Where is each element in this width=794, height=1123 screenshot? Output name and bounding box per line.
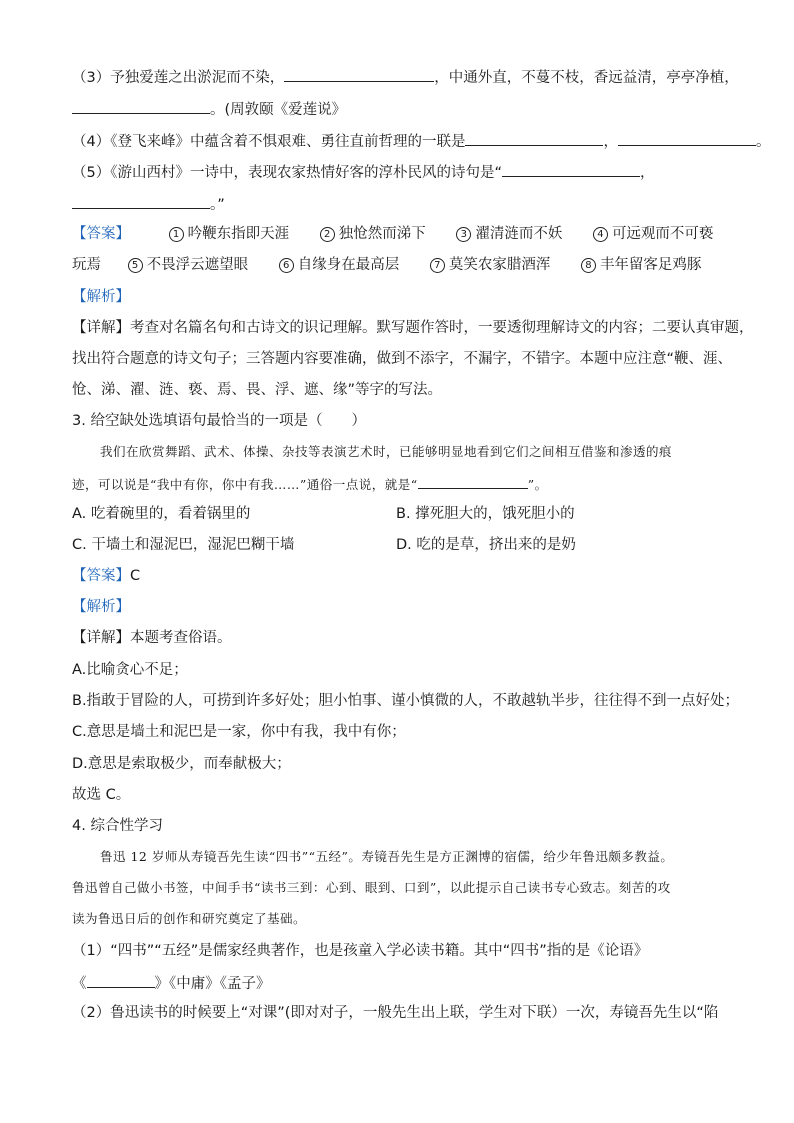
q2-item5-text-b: ，	[640, 165, 655, 181]
q4-sub1-text-b: 》《中庸》《孟子》	[154, 976, 271, 992]
q2-item3-text-a: （3）予独爱莲之出淤泥而不染，	[72, 70, 285, 86]
q2-answer-item	[593, 224, 714, 244]
q4-sub1-line2	[72, 972, 271, 994]
q4-sub1-blank[interactable]	[87, 972, 155, 988]
q2-item5-text-c: 。”	[210, 197, 225, 213]
q2-item5-line1	[72, 161, 655, 183]
q4-sub1-line1: （1）“四书”“五经”是儒家经典著作，也是孩童入学必读书籍。其中“四书”指的是《论语》	[72, 943, 649, 959]
q3-option-a[interactable]: A. 吃着碗里的，看着锅里的	[72, 506, 251, 522]
q2-item3-text-c: 。(周敦颐《爱莲说》	[210, 102, 347, 118]
q2-answer-text: 自缘身在最高层	[297, 257, 400, 273]
q2-item4-text-b: ，	[603, 134, 618, 150]
q2-answer-number: 2	[320, 227, 335, 242]
q3-detail: 【详解】本题考查俗语。	[72, 630, 232, 646]
q3-answer-line	[72, 566, 140, 586]
q3-analysis-tag: 【解析】	[72, 599, 130, 615]
q2-detail-line1: 【详解】考查对名篇名句和古诗文的识记理解。默写题作答时，一要透彻理解诗文的内容；二要认真审题，	[72, 320, 754, 336]
q3-passage-text-a: 迹，可以说是“我中有你，你中有我……”通俗一点说，就是“	[72, 477, 418, 492]
q2-item4-blank2[interactable]	[618, 130, 756, 146]
q3-option-b[interactable]: B. 撑死胆大的，饿死胆小的	[396, 506, 575, 522]
q2-item4-line	[72, 130, 770, 152]
q2-item5-line2	[72, 193, 225, 215]
q2-answer-item	[169, 224, 290, 244]
q2-answer-number: 6	[279, 258, 294, 273]
q2-answer-wrap: 玩焉	[72, 257, 101, 273]
q3-answer-tag: 【答案】	[72, 568, 130, 584]
q2-answer-text: 独怆然而涕下	[338, 226, 426, 242]
q3-option-c[interactable]: C. 干墙土和湿泥巴，湿泥巴糊干墙	[72, 537, 295, 553]
q2-item4-text-c: 。	[755, 134, 771, 150]
q3-passage-text-b: ”。	[527, 477, 548, 492]
q3-stem: 3. 给空缺处选填语句最恰当的一项是（ ）	[72, 413, 366, 429]
q2-item4-text-a: （4）《登飞来峰》中蕴含着不惧艰难、勇往直前哲理的一联是	[72, 134, 466, 150]
q2-detail-line3: 怆、涕、濯、涟、亵、焉、畏、浮、遮、缘”等字的写法。	[72, 382, 443, 398]
q2-item3-line2	[72, 98, 346, 120]
q2-answer-item	[581, 255, 702, 275]
q2-item5-text-a: （5）《游山西村》一诗中，表现农家热情好客的淳朴民风的诗句是“	[72, 165, 502, 181]
q3-explain-c: C.意思是墙土和泥巴是一家，你中有我，我中有你；	[72, 724, 406, 740]
q2-analysis-tag: 【解析】	[72, 289, 130, 305]
q2-answer-item	[320, 224, 426, 244]
q3-answer-value: C	[130, 568, 141, 584]
q2-answer-text: 丰年留客足鸡豚	[599, 257, 702, 273]
q3-passage-blank[interactable]	[418, 473, 528, 489]
q2-answer-item	[456, 224, 562, 244]
q2-item3-line1	[72, 66, 739, 88]
q3-explain-b: B.指敢于冒险的人，可捞到许多好处；胆小怕事、谨小慎微的人，不敢越轨半步，往往得不到一点好处；	[72, 693, 740, 709]
q2-answer-number: 4	[593, 227, 608, 242]
q4-stem: 4. 综合性学习	[72, 818, 163, 834]
q2-answer-line2	[72, 255, 701, 275]
q3-explain-d: D.意思是索取极少，而奉献极大；	[72, 756, 291, 772]
q2-answer-item	[430, 255, 551, 275]
q2-item3-text-b: ，中通外直，不蔓不枝，香远益清，亭亭净植，	[434, 70, 739, 86]
q2-item3-blank2[interactable]	[72, 98, 210, 114]
q2-answer-item	[128, 255, 249, 275]
q2-answer-tag: 【答案】	[72, 226, 130, 242]
q2-item4-blank1[interactable]	[465, 130, 603, 146]
q3-explain-a: A.比喻贪心不足；	[72, 662, 188, 678]
q2-answer-number: 1	[169, 227, 184, 242]
q2-answer-text: 可远观而不可亵	[611, 226, 714, 242]
q2-answer-line1	[72, 224, 713, 244]
q2-answer-text: 莫笑农家腊酒浑	[448, 257, 551, 273]
q3-passage-line1: 我们在欣赏舞蹈、武术、体操、杂技等表演艺术时，已能够明显地看到它们之间相互借鉴和渗透的痕	[100, 444, 673, 459]
q2-answer-text: 不畏浮云遮望眼	[146, 257, 249, 273]
q4-passage-line1: 鲁迅 12 岁师从寿镜吾先生读“四书”“五经”。寿镜吾先生是方正渊博的宿儒，给少年鲁迅颇多教益。	[100, 849, 674, 864]
q2-answer-text: 濯清涟而不妖	[475, 226, 563, 242]
q3-passage-line2	[72, 473, 548, 495]
q2-detail-line2: 找出符合题意的诗文句子；三答题内容要准确，做到不添字，不漏字，不错字。本题中应注意“鞭、涯、	[72, 351, 733, 367]
q2-answer-number: 5	[128, 258, 143, 273]
q2-answer-number: 8	[581, 258, 596, 273]
q2-item3-blank1[interactable]	[284, 66, 434, 82]
q2-answer-number: 3	[456, 227, 471, 242]
q2-answer-number: 7	[430, 258, 445, 273]
q2-answer-item	[279, 255, 400, 275]
q3-option-d[interactable]: D. 吃的是草，挤出来的是奶	[396, 537, 576, 553]
q4-sub2-line1: （2）鲁迅读书的时候要上“对课”(即对对子，一般先生出上联，学生对下联）一次，寿镜吾先生以“陷	[72, 1005, 719, 1021]
q2-item5-blank1[interactable]	[502, 161, 640, 177]
q4-passage-line3: 读为鲁迅日后的创作和研究奠定了基础。	[72, 911, 307, 926]
q2-answer-text: 吟鞭东指即天涯	[187, 226, 290, 242]
q2-item5-blank2[interactable]	[72, 193, 210, 209]
q3-conclusion: 故选 C。	[72, 787, 131, 803]
q4-sub1-text-a: 《	[72, 976, 87, 992]
q4-passage-line2: 鲁迅曾自己做小书签，中间手书“读书三到：心到、眼到、口到”，以此提示自己读书专心致志。刻苦的攻	[72, 880, 671, 895]
